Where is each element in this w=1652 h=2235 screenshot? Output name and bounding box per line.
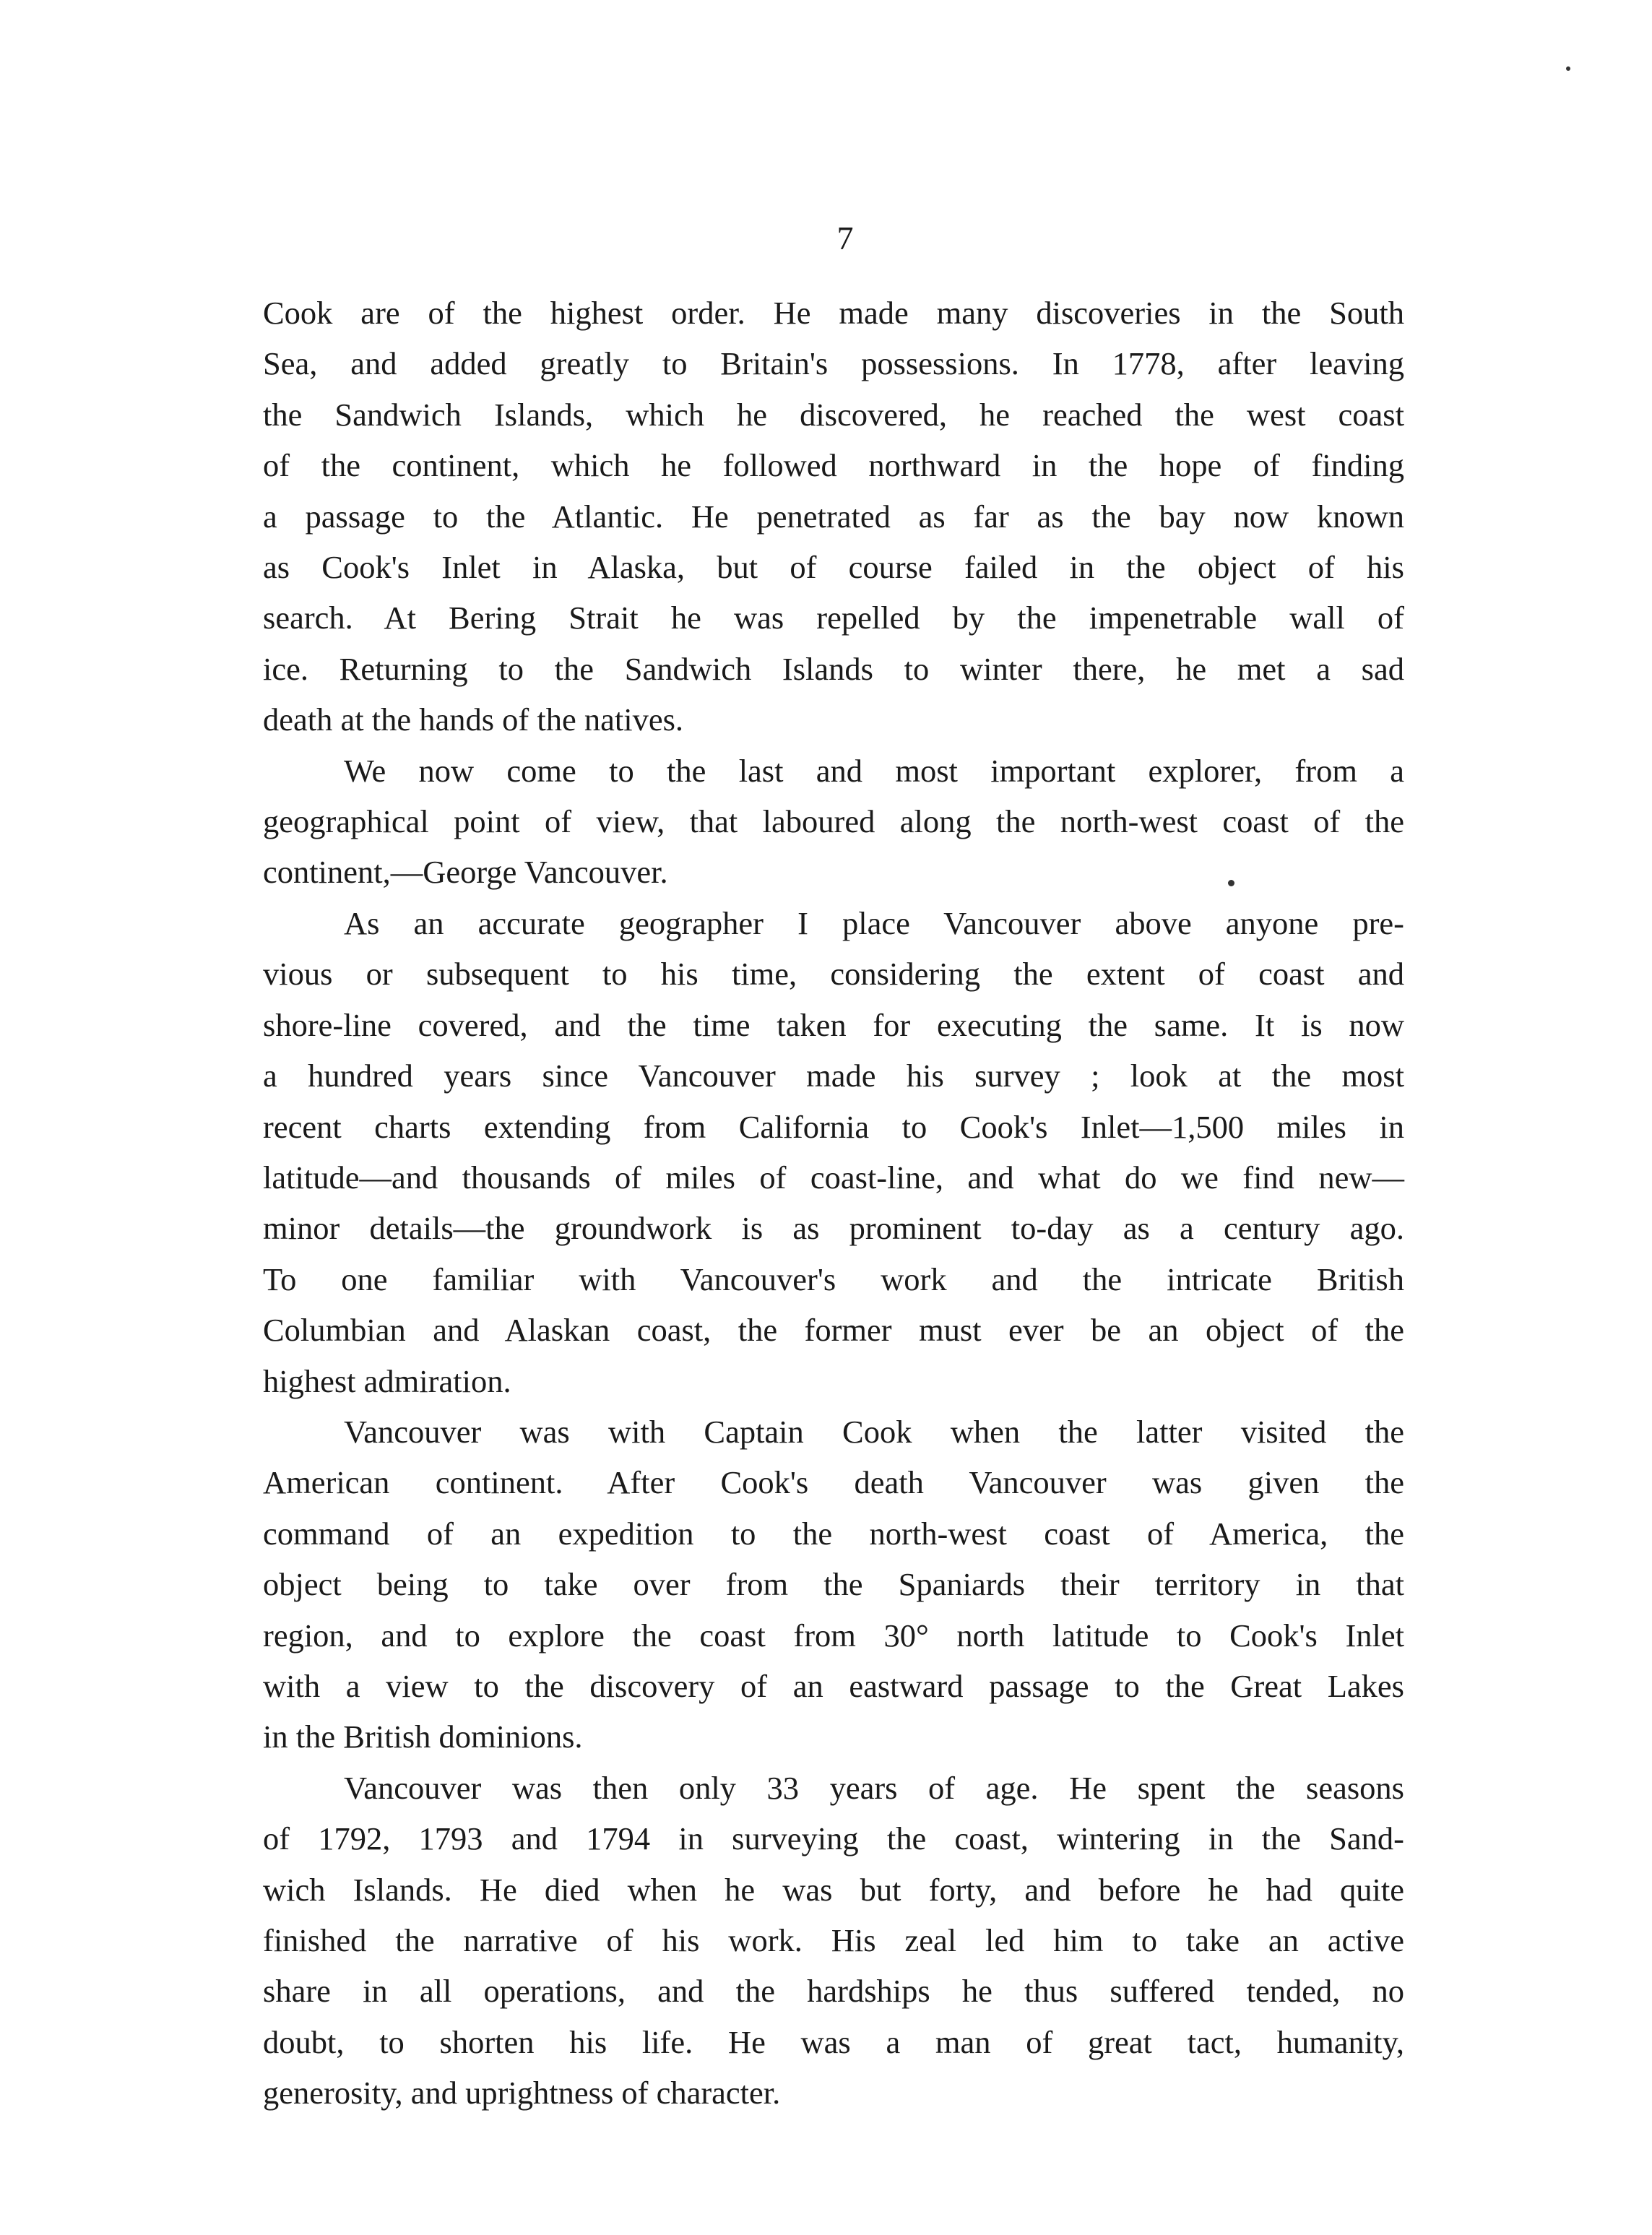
text-line: object being to take over from the Spaniards their territory in that [263, 1566, 1404, 1603]
paragraph [263, 1406, 1404, 1763]
text-line: To one familiar with Vancouver's work and the intricate British [263, 1261, 1404, 1297]
text-line: Vancouver was then only 33 years of age. He spent the seasons [344, 1769, 1404, 1806]
text-line: latitude—and thousands of miles of coast-line, and what do we find new— [263, 1159, 1404, 1196]
text-line: death at the hands of the natives. [263, 701, 684, 738]
text-line: in the British dominions. [263, 1719, 583, 1755]
paragraph [263, 1763, 1404, 2119]
page-number: 7 [836, 220, 854, 256]
text-line: of 1792, 1793 and 1794 in surveying the coast, wintering in the Sand- [263, 1820, 1404, 1857]
text-line: with a view to the discovery of an eastward passage to the Great Lakes [263, 1667, 1404, 1704]
text-line: geographical point of view, that laboured along the north-west coast of the [263, 803, 1404, 840]
text-line: the Sandwich Islands, which he discovered, he reached the west coast [263, 396, 1404, 433]
paragraph [263, 898, 1404, 1406]
text-line: of the continent, which he followed northward in the hope of finding [263, 447, 1404, 484]
text-line: search. At Bering Strait he was repelled by the impenetrable wall of [263, 600, 1404, 636]
text-line: as Cook's Inlet in Alaska, but of course failed in the object of his [263, 549, 1404, 586]
text-line: generosity, and uprightness of character. [263, 2075, 781, 2111]
paragraph [263, 745, 1404, 898]
text-line: recent charts extending from California to Cook's Inlet—1,500 miles in [263, 1108, 1404, 1145]
text-line: region, and to explore the coast from 30° north latitude to Cook's Inlet [263, 1617, 1404, 1653]
text-line: a passage to the Atlantic. He penetrated as far as the bay now known [263, 498, 1404, 535]
text-line: As an accurate geographer I place Vancouver above anyone pre- [344, 904, 1404, 941]
text-line: Sea, and added greatly to Britain's possessions. In 1778, after leaving [263, 345, 1404, 382]
text-line: ice. Returning to the Sandwich Islands to winter there, he met a sad [263, 650, 1404, 687]
text-line: We now come to the last and most important explorer, from a [344, 752, 1404, 789]
page-speck-mark [1566, 66, 1570, 71]
text-line: highest admiration. [263, 1362, 511, 1399]
body-text [263, 288, 1404, 2119]
text-line: American continent. After Cook's death Vancouver was given the [263, 1464, 1404, 1501]
text-line: Vancouver was with Captain Cook when the latter visited the [344, 1413, 1404, 1450]
text-line: command of an expedition to the north-west coast of America, the [263, 1515, 1404, 1552]
paragraph [263, 288, 1404, 745]
text-line: wich Islands. He died when he was but forty, and before he had quite [263, 1871, 1404, 1908]
text-line: doubt, to shorten his life. He was a man of great tact, humanity, [263, 2023, 1404, 2060]
text-line: Columbian and Alaskan coast, the former must ever be an object of the [263, 1312, 1404, 1349]
text-line: shore-line covered, and the time taken for executing the same. It is now [263, 1006, 1404, 1043]
text-line: minor details—the groundwork is as prominent to-day as a century ago. [263, 1210, 1404, 1247]
text-line: Cook are of the highest order. He made many discoveries in the South [263, 295, 1404, 331]
text-line: share in all operations, and the hardships he thus suffered tended, no [263, 1973, 1404, 2010]
text-line: continent,—George Vancouver. [263, 854, 668, 891]
text-line: vious or subsequent to his time, considering the extent of coast and [263, 956, 1404, 993]
text-line: a hundred years since Vancouver made his survey ; look at the most [263, 1058, 1404, 1094]
text-line: finished the narrative of his work. His zeal led him to take an active [263, 1922, 1404, 1958]
